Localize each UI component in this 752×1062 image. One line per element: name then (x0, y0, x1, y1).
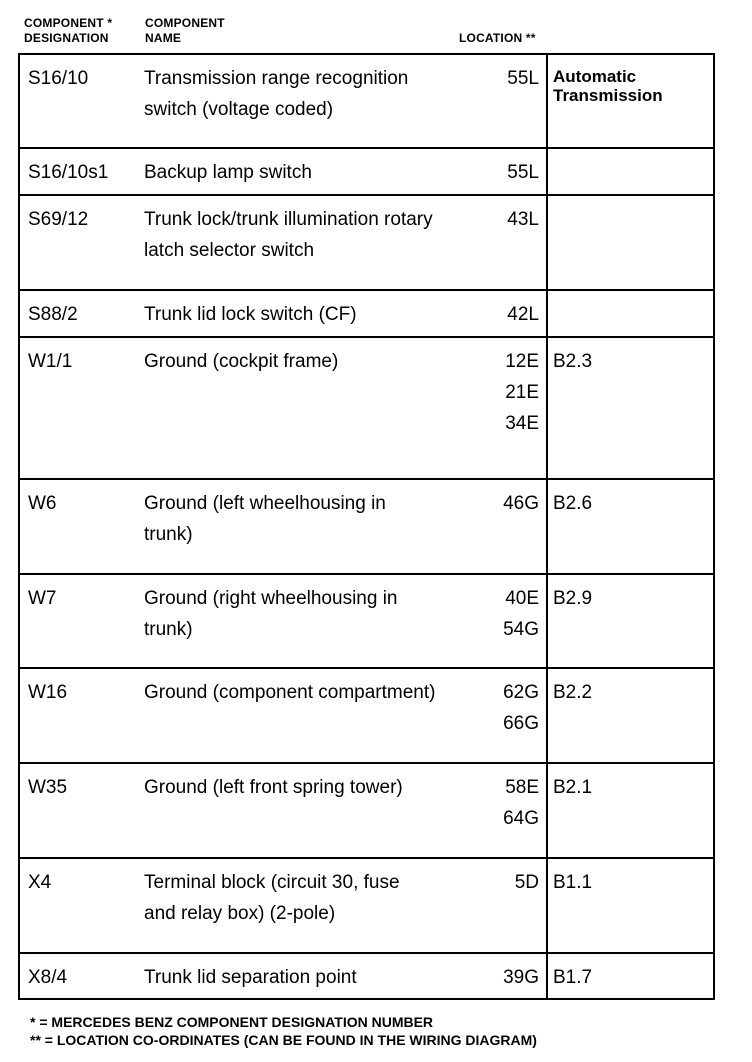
component-name-line: and relay box) (2-pole) (144, 903, 336, 924)
component-name (144, 299, 489, 330)
header-name-line2: NAME (145, 31, 182, 45)
row-divider (20, 762, 713, 764)
component-name-line: trunk) (144, 619, 193, 640)
location-coordinate: 66G (503, 713, 539, 734)
location-coordinate: 43L (507, 209, 539, 230)
row-divider (20, 857, 713, 859)
component-name-line: Terminal block (circuit 30, fuse (144, 872, 400, 893)
component-name-line: Ground (right wheelhousing in (144, 588, 398, 609)
location-coordinate: 46G (503, 493, 539, 514)
location-coordinates (472, 204, 539, 235)
section-label (553, 67, 663, 105)
component-name (144, 867, 489, 929)
component-name-line: Ground (cockpit frame) (144, 351, 339, 372)
row-divider (20, 289, 713, 291)
component-designation: W6 (28, 493, 57, 514)
component-designation: S69/12 (28, 209, 89, 230)
component-name (144, 583, 489, 645)
component-name-line: Backup lamp switch (144, 162, 312, 183)
component-name-line: trunk) (144, 524, 193, 545)
row-divider (20, 952, 713, 954)
location-coordinate: 64G (503, 808, 539, 829)
component-designation: S16/10s1 (28, 162, 109, 183)
footer-note-designation: * = MERCEDES BENZ COMPONENT DESIGNATION NUMBER (30, 1014, 434, 1030)
component-name (144, 63, 489, 125)
component-designation: S88/2 (28, 304, 78, 325)
row-divider (20, 478, 713, 480)
location-coordinate: 55L (507, 162, 539, 183)
component-name-line: Trunk lock/trunk illumination rotary (144, 209, 433, 230)
component-designation: S16/10 (28, 68, 89, 89)
location-coordinate: 42L (507, 304, 539, 325)
component-designation: W7 (28, 588, 57, 609)
location-coordinates (472, 63, 539, 94)
location-coordinate: 55L (507, 68, 539, 89)
section-label-line: Automatic (553, 67, 637, 86)
row-divider (20, 667, 713, 669)
location-coordinate: 54G (503, 619, 539, 640)
component-name-line: Ground (left front spring tower) (144, 777, 403, 798)
component-name (144, 962, 489, 993)
component-name-line: switch (voltage coded) (144, 99, 334, 120)
header-designation (24, 16, 112, 46)
location-coordinate: 58E (505, 777, 539, 798)
location-coordinates (472, 488, 539, 519)
header-name-line1: COMPONENT (145, 16, 225, 30)
location-coordinate: 40E (505, 588, 539, 609)
row-divider (20, 336, 713, 338)
location-coordinate: 12E (505, 351, 539, 372)
section-label-line: Transmission (553, 86, 663, 105)
grid-reference: B2.1 (553, 777, 593, 798)
component-name-line: Ground (component compartment) (144, 682, 436, 703)
location-coordinates (472, 962, 539, 993)
row-divider (20, 147, 713, 149)
component-table (18, 53, 715, 1000)
row-divider (20, 194, 713, 196)
component-designation: X4 (28, 872, 52, 893)
component-name-line: latch selector switch (144, 240, 315, 261)
location-coordinates (472, 867, 539, 898)
location-coordinates (472, 157, 539, 188)
component-name (144, 488, 489, 550)
component-designation: X8/4 (28, 967, 68, 988)
component-name (144, 157, 489, 188)
component-name-line: Trunk lid lock switch (CF) (144, 304, 357, 325)
grid-reference: B2.2 (553, 682, 593, 703)
component-name-line: Trunk lid separation point (144, 967, 357, 988)
component-name (144, 346, 489, 377)
component-designation: W35 (28, 777, 68, 798)
row-divider (20, 573, 713, 575)
location-coordinates (472, 346, 539, 439)
component-designation: W16 (28, 682, 68, 703)
grid-reference: B1.1 (553, 872, 593, 893)
component-name-line: Transmission range recognition (144, 68, 409, 89)
grid-reference: B2.9 (553, 588, 593, 609)
grid-reference: B2.3 (553, 351, 593, 372)
location-coordinate: 21E (505, 382, 539, 403)
grid-reference: B2.6 (553, 493, 593, 514)
footer-note-location: ** = LOCATION CO-ORDINATES (CAN BE FOUND IN THE WIRING DIAGRAM) (30, 1032, 537, 1048)
component-name (144, 677, 489, 708)
location-coordinate: 62G (503, 682, 539, 703)
location-coordinate: 39G (503, 967, 539, 988)
location-coordinates (472, 299, 539, 330)
component-designation: W1/1 (28, 351, 73, 372)
location-coordinates (472, 772, 539, 834)
grid-reference: B1.7 (553, 967, 593, 988)
header-designation-line2: DESIGNATION (24, 31, 109, 45)
component-name (144, 204, 489, 266)
header-designation-line1: COMPONENT * (24, 16, 113, 30)
location-coordinates (472, 583, 539, 645)
location-coordinate: 34E (505, 413, 539, 434)
location-coordinate: 5D (514, 872, 539, 893)
component-name (144, 772, 489, 803)
header-name (145, 16, 225, 46)
location-coordinates (472, 677, 539, 739)
component-name-line: Ground (left wheelhousing in (144, 493, 386, 514)
header-location: LOCATION ** (459, 31, 536, 45)
